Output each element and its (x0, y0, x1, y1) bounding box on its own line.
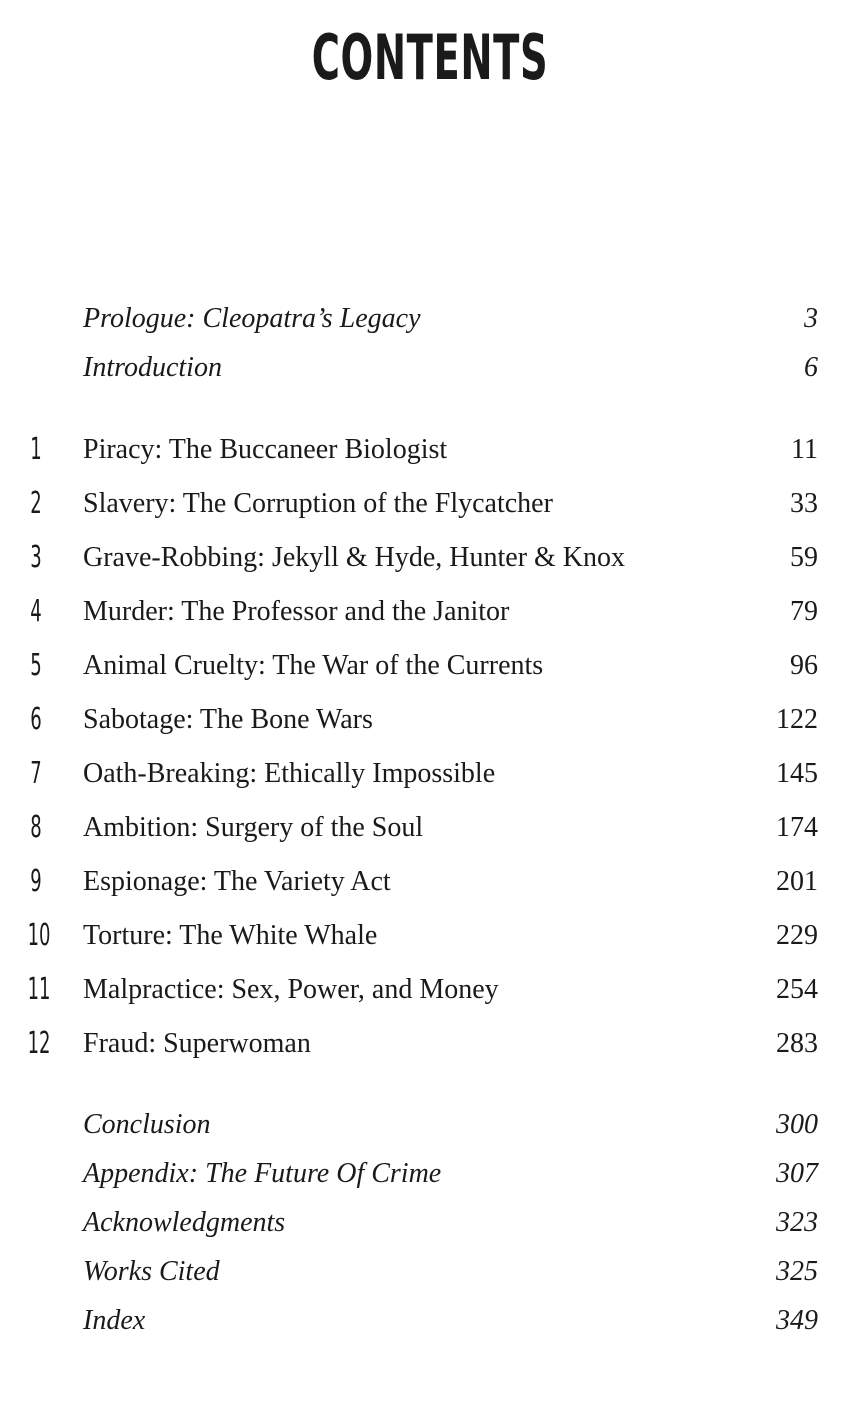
entry-title: Malpractice: Sex, Power, and Money (83, 974, 499, 1005)
toc-entry-conclusion[interactable] (0, 1100, 860, 1149)
entry-page-number: 229 (776, 920, 818, 951)
page-title: CONTENTS (311, 21, 549, 94)
entry-page-number: 283 (776, 1028, 818, 1059)
toc-entry-chapter-1[interactable] (0, 423, 860, 477)
entry-page-number: 254 (776, 974, 818, 1005)
entry-page-number: 307 (776, 1158, 818, 1189)
entry-page-number: 33 (790, 488, 818, 519)
front-matter-list (0, 294, 860, 392)
toc-entry-chapter-10[interactable] (0, 909, 860, 963)
entry-page-number: 79 (790, 596, 818, 627)
toc-entry-chapter-5[interactable] (0, 639, 860, 693)
chapter-number: 5 (30, 648, 42, 683)
entry-title: Appendix: The Future Of Crime (83, 1158, 442, 1189)
entry-title: Piracy: The Buccaneer Biologist (83, 434, 448, 465)
entry-title: Oath-Breaking: Ethically Impossible (83, 758, 496, 789)
entry-page-number: 349 (776, 1305, 818, 1336)
entry-title: Fraud: Superwoman (83, 1028, 311, 1059)
chapter-number: 8 (30, 810, 42, 845)
entry-title: Slavery: The Corruption of the Flycatcher (83, 488, 553, 519)
toc-entry-appendix[interactable] (0, 1149, 860, 1198)
toc-entry-chapter-9[interactable] (0, 855, 860, 909)
toc-entry-index[interactable] (0, 1296, 860, 1345)
entry-title: Conclusion (83, 1109, 211, 1140)
entry-page-number: 96 (790, 650, 818, 681)
entry-page-number: 174 (776, 812, 818, 843)
entry-page-number: 323 (776, 1207, 818, 1238)
entry-title: Acknowledgments (83, 1207, 286, 1238)
chapter-number: 6 (30, 702, 42, 737)
chapter-number: 12 (27, 1026, 51, 1061)
entry-page-number: 145 (776, 758, 818, 789)
toc-entry-introduction[interactable] (0, 343, 860, 392)
chapter-number: 7 (30, 756, 42, 791)
chapter-number: 10 (27, 918, 51, 953)
chapter-number: 4 (30, 594, 42, 629)
toc-entry-chapter-12[interactable] (0, 1017, 860, 1071)
entry-page-number: 201 (776, 866, 818, 897)
chapter-list (0, 423, 860, 1071)
chapter-number: 11 (27, 972, 51, 1007)
entry-title: Index (83, 1305, 146, 1336)
entry-page-number: 122 (776, 704, 818, 735)
entry-title: Prologue: Cleopatra’s Legacy (83, 303, 421, 334)
entry-title: Ambition: Surgery of the Soul (83, 812, 424, 843)
entry-title: Works Cited (83, 1256, 220, 1287)
entry-page-number: 300 (776, 1109, 818, 1140)
entry-title: Murder: The Professor and the Janitor (83, 596, 510, 627)
chapter-number: 9 (30, 864, 42, 899)
toc-entry-acknowledgments[interactable] (0, 1198, 860, 1247)
toc-entry-chapter-8[interactable] (0, 801, 860, 855)
back-matter-list (0, 1100, 860, 1345)
toc-entry-chapter-11[interactable] (0, 963, 860, 1017)
toc-entry-chapter-7[interactable] (0, 747, 860, 801)
entry-page-number: 11 (791, 434, 818, 465)
toc-entry-chapter-2[interactable] (0, 477, 860, 531)
toc-entry-works-cited[interactable] (0, 1247, 860, 1296)
toc-entry-prologue[interactable] (0, 294, 860, 343)
toc-entry-chapter-6[interactable] (0, 693, 860, 747)
entry-page-number: 59 (790, 542, 818, 573)
entry-title: Introduction (83, 352, 222, 383)
toc-entry-chapter-4[interactable] (0, 585, 860, 639)
entry-page-number: 3 (804, 303, 818, 334)
entry-title: Animal Cruelty: The War of the Currents (83, 650, 544, 681)
entry-page-number: 325 (776, 1256, 818, 1287)
chapter-number: 2 (30, 486, 42, 521)
entry-title: Grave-Robbing: Jekyll & Hyde, Hunter & Knox (83, 542, 626, 573)
entry-title: Sabotage: The Bone Wars (83, 704, 373, 735)
entry-title: Torture: The White Whale (83, 920, 378, 951)
entry-page-number: 6 (804, 352, 818, 383)
toc-entry-chapter-3[interactable] (0, 531, 860, 585)
chapter-number: 1 (30, 432, 42, 467)
entry-title: Espionage: The Variety Act (83, 866, 391, 897)
chapter-number: 3 (30, 540, 42, 575)
